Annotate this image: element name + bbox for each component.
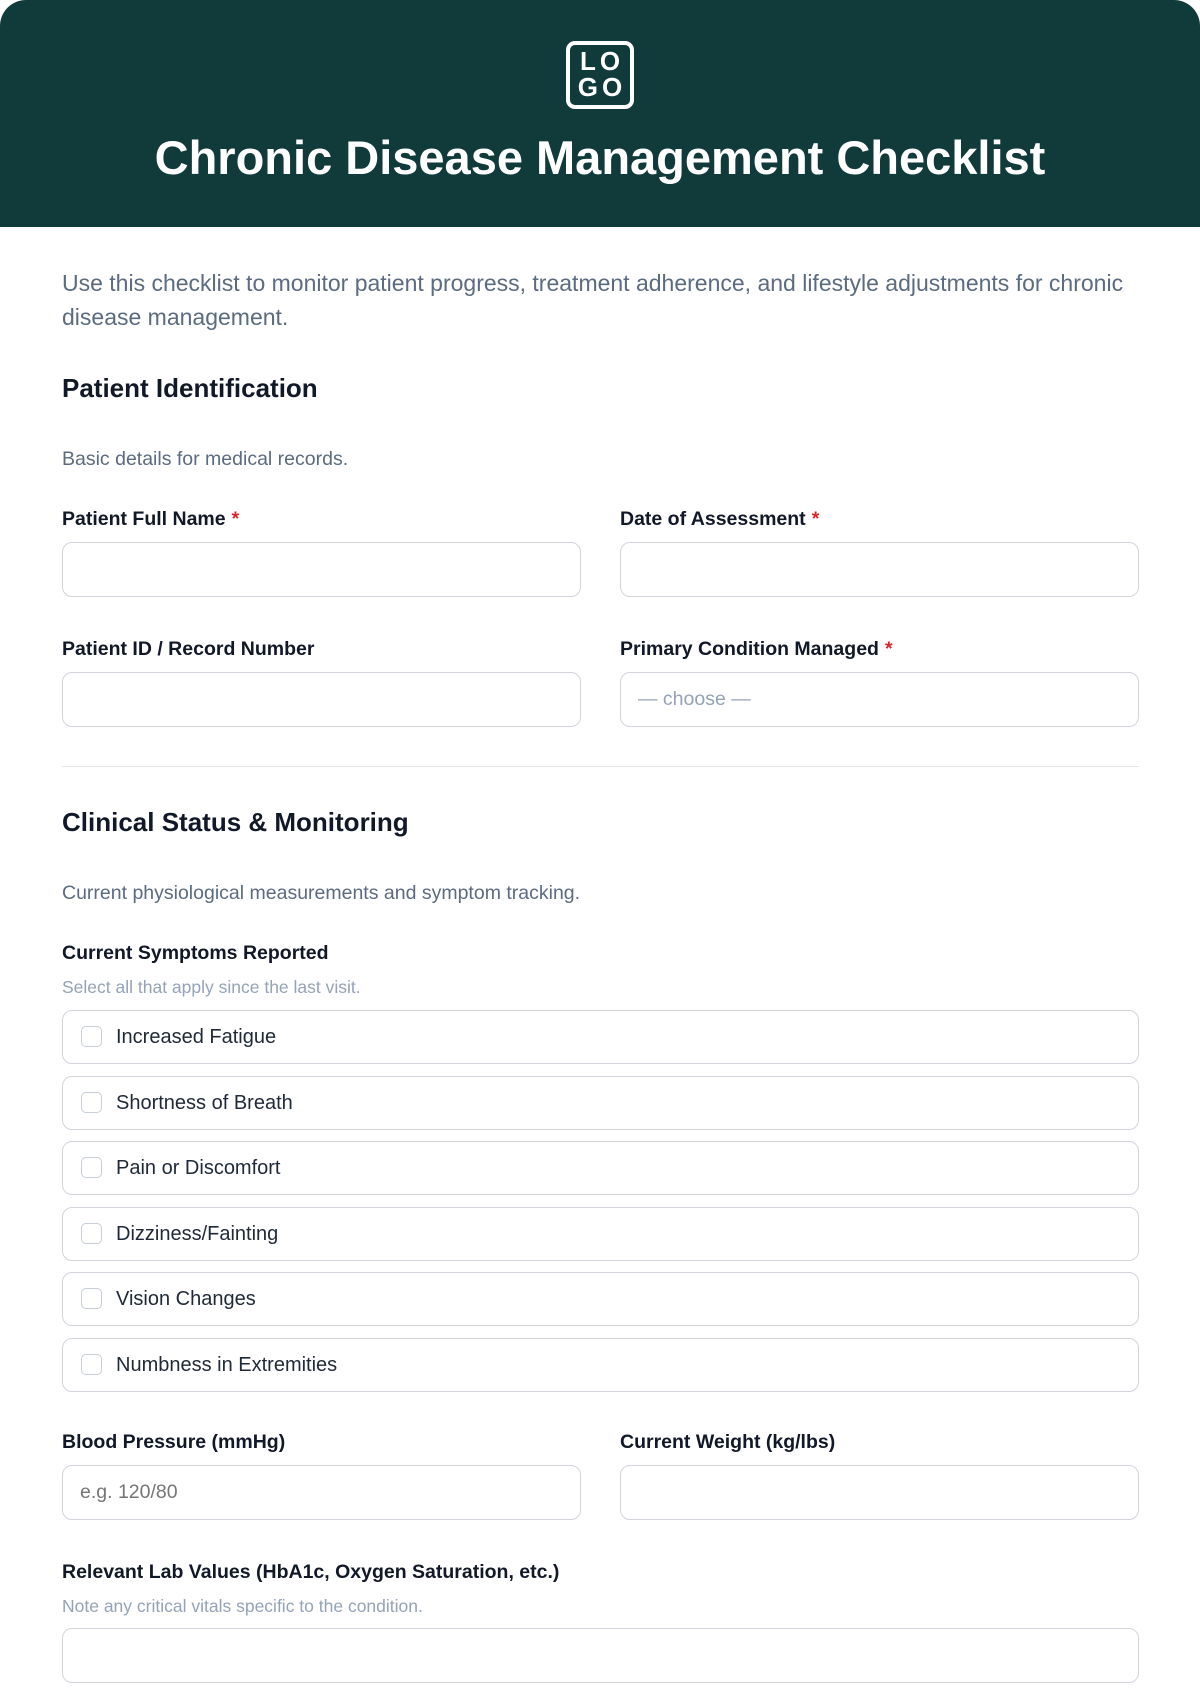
symptom-option-label: Pain or Discomfort (116, 1157, 281, 1179)
current-symptoms-hint: Select all that apply since the last visit. (62, 977, 361, 997)
checkbox[interactable] (81, 1026, 102, 1047)
patient-record-number-label: Patient ID / Record Number (62, 638, 315, 660)
blood-pressure-label: Blood Pressure (mmHg) (62, 1431, 286, 1453)
checkbox[interactable] (81, 1288, 102, 1309)
current-symptoms-label: Current Symptoms Reported (62, 942, 329, 964)
form-title: Chronic Disease Management Checklist (154, 131, 1046, 184)
patient-full-name-label-text: Patient Full Name (62, 508, 226, 530)
symptom-option-shortness-of-breath[interactable] (62, 1076, 1139, 1130)
section-title-patient-identification: Patient Identification (62, 373, 318, 403)
checkbox[interactable] (81, 1354, 102, 1375)
section-title-clinical-status: Clinical Status & Monitoring (62, 807, 409, 837)
required-marker: * (884, 638, 893, 660)
primary-condition-select[interactable] (620, 672, 1139, 727)
checkbox[interactable] (81, 1092, 102, 1113)
logo-text-line2: GO (577, 72, 627, 102)
lab-values-input[interactable] (62, 1628, 1139, 1683)
symptom-option-label: Increased Fatigue (116, 1026, 277, 1048)
section-description-patient-identification: Basic details for medical records. (62, 448, 349, 470)
logo (566, 41, 634, 109)
section-description-clinical-status: Current physiological measurements and symptom tracking. (62, 882, 581, 904)
current-weight-label: Current Weight (kg/lbs) (620, 1431, 836, 1453)
form-header (0, 0, 1200, 227)
symptom-option-label: Shortness of Breath (116, 1092, 293, 1114)
symptom-option-vision-changes[interactable] (62, 1272, 1139, 1326)
required-marker: * (231, 508, 240, 530)
date-of-assessment-label-text: Date of Assessment (620, 508, 806, 530)
form-intro: Use this checklist to monitor patient progress, treatment adherence, and lifestyle adjustments for chronic disease management. (62, 270, 1124, 330)
patient-full-name-input[interactable] (62, 542, 581, 597)
date-of-assessment-input[interactable] (620, 542, 1139, 597)
current-weight-input[interactable] (620, 1465, 1139, 1520)
symptom-option-label: Vision Changes (116, 1288, 256, 1310)
patient-full-name-label (62, 506, 239, 532)
checkbox[interactable] (81, 1157, 102, 1178)
lab-values-hint: Note any critical vitals specific to the condition. (62, 1596, 423, 1616)
symptom-option-dizziness-fainting[interactable] (62, 1207, 1139, 1261)
primary-condition-placeholder: — choose — (638, 688, 751, 710)
required-marker: * (811, 508, 820, 530)
primary-condition-label (620, 636, 893, 662)
section-divider (62, 766, 1139, 767)
symptom-option-pain-or-discomfort[interactable] (62, 1141, 1139, 1195)
patient-record-number-input[interactable] (62, 672, 581, 727)
blood-pressure-input[interactable] (62, 1465, 581, 1520)
lab-values-label: Relevant Lab Values (HbA1c, Oxygen Saturation, etc.) (62, 1561, 560, 1583)
symptom-option-label: Dizziness/Fainting (116, 1223, 279, 1245)
date-of-assessment-label (620, 506, 819, 532)
checkbox[interactable] (81, 1223, 102, 1244)
primary-condition-label-text: Primary Condition Managed (620, 638, 879, 660)
symptom-option-increased-fatigue[interactable] (62, 1010, 1139, 1064)
symptom-option-label: Numbness in Extremities (116, 1354, 338, 1376)
logo-text-line1: LO (579, 46, 625, 76)
symptom-option-numbness-in-extremities[interactable] (62, 1338, 1139, 1392)
